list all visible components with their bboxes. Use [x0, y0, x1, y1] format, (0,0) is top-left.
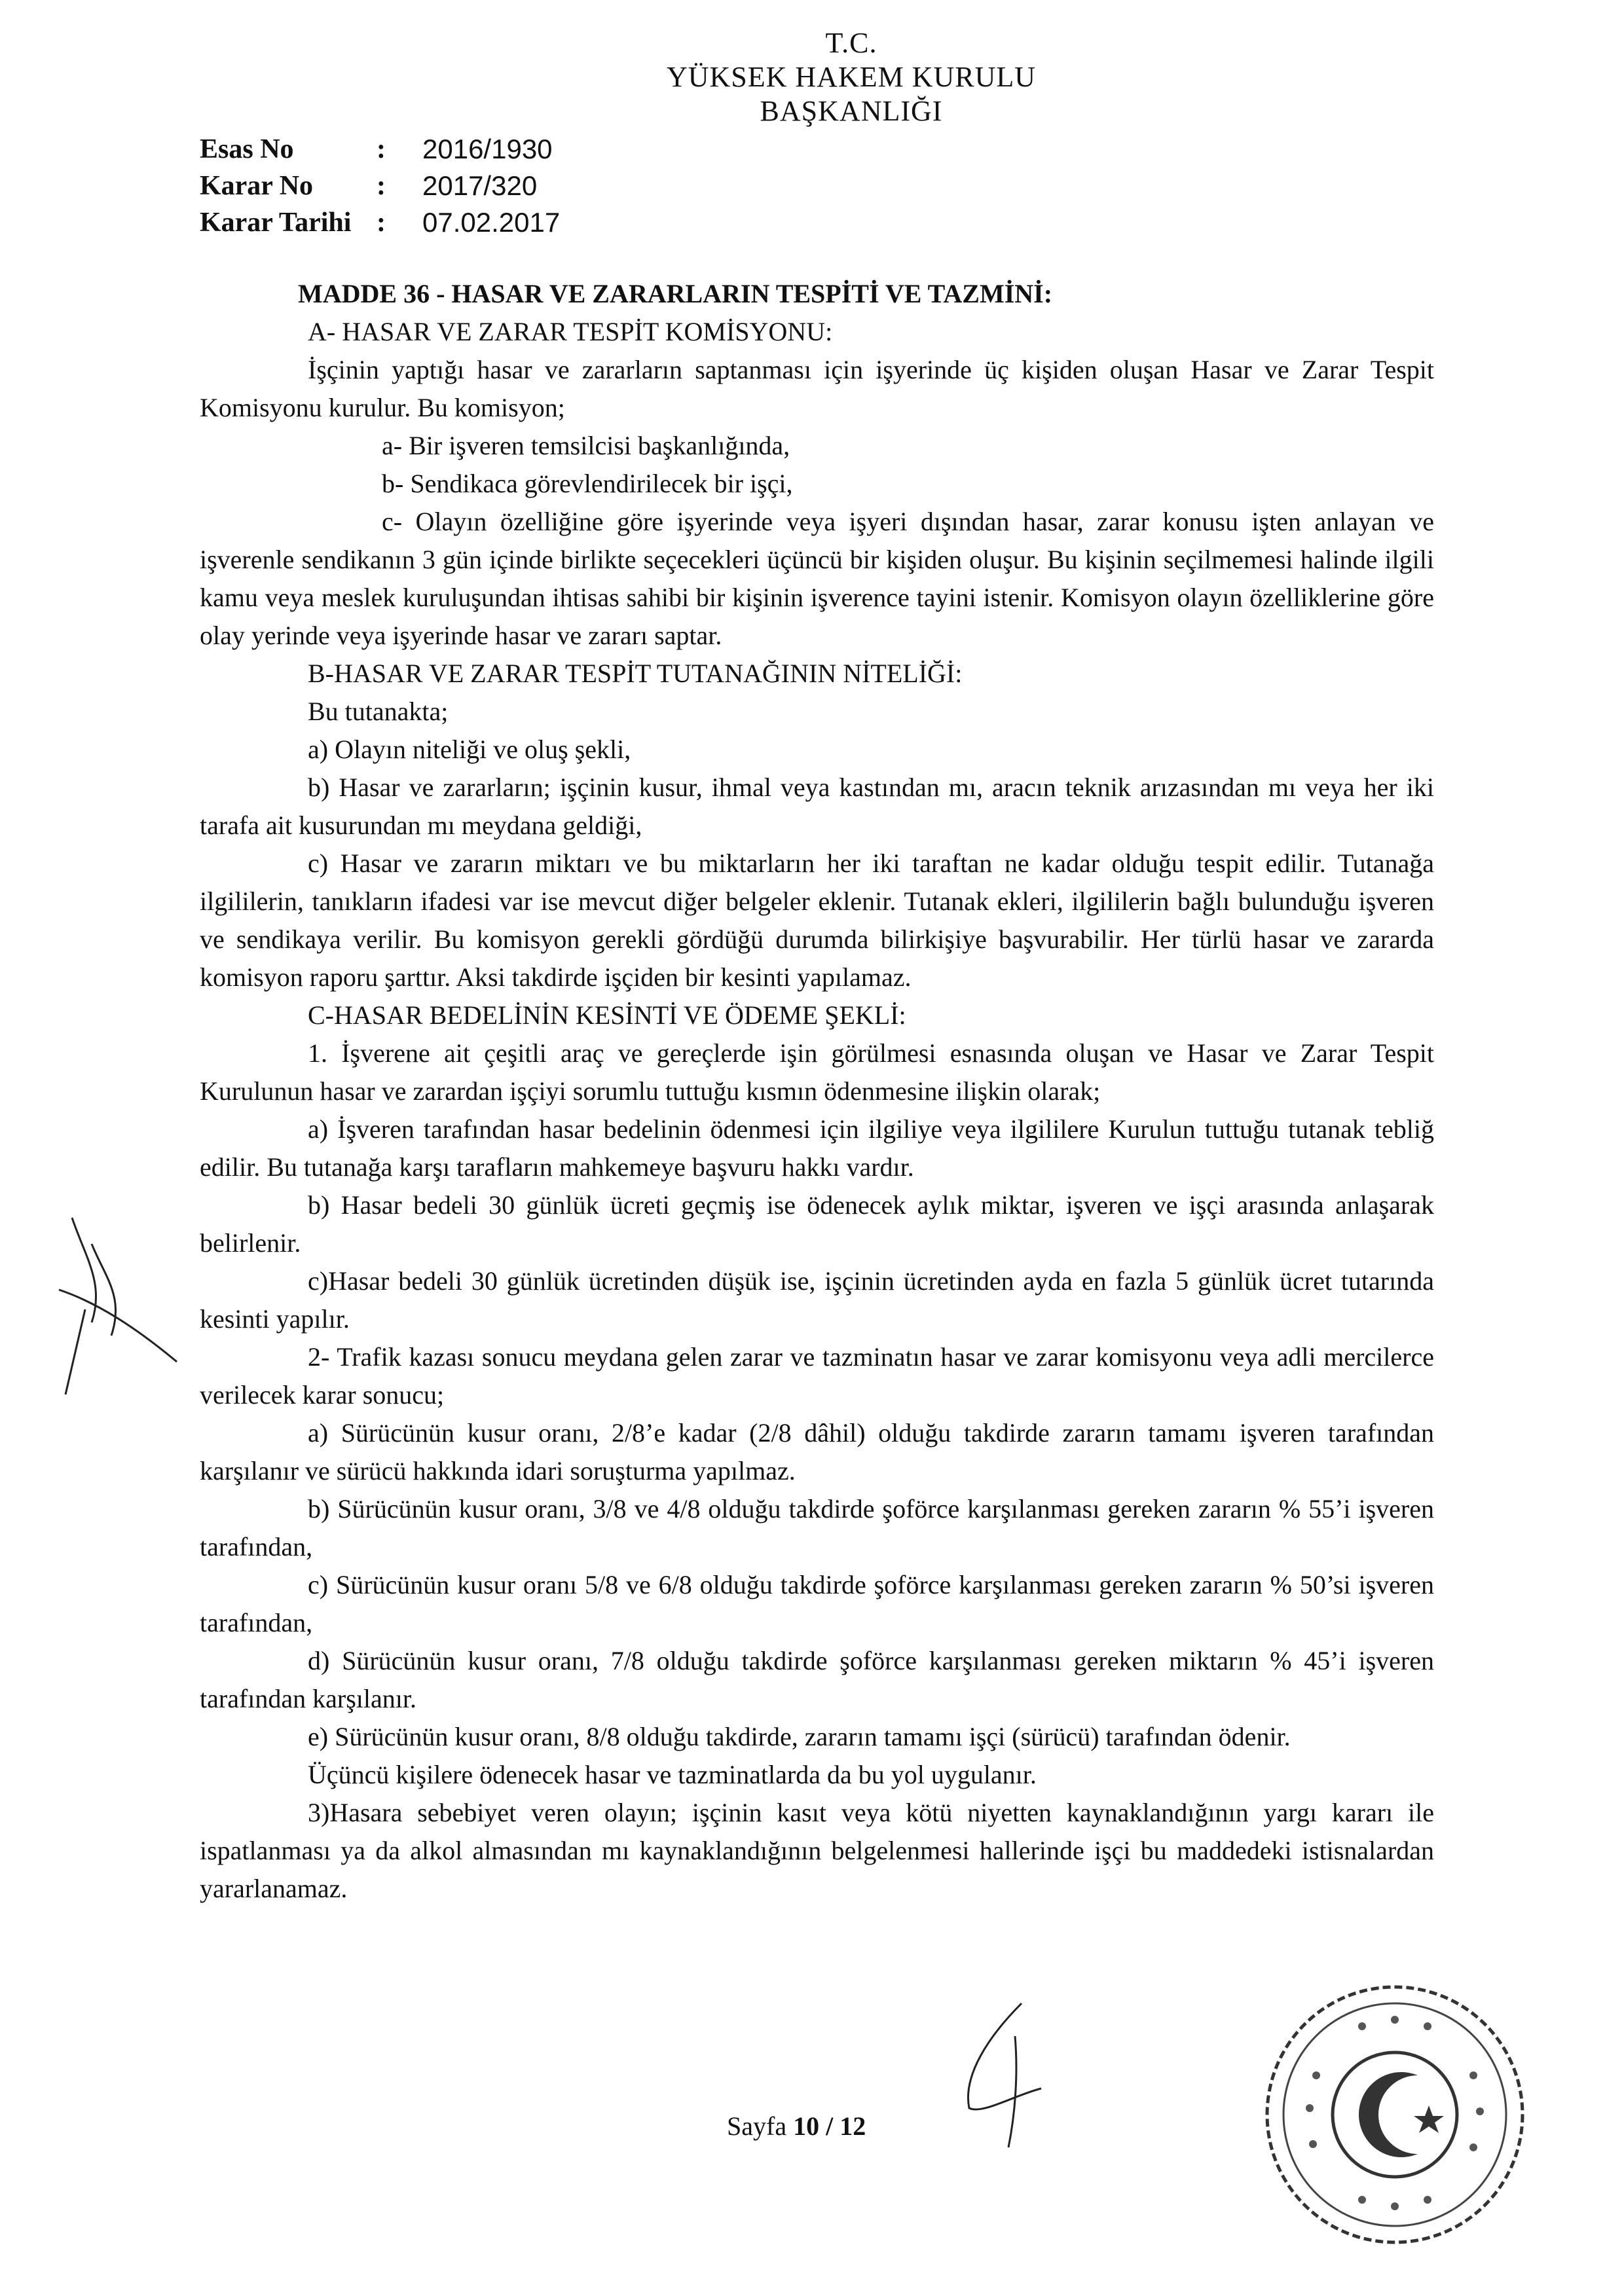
meta-value: 07.02.2017: [422, 207, 561, 238]
section-b-item-b: b) Hasar ve zararların; işçinin kusur, ihmal veya kastından mı, aracın teknik arızasından mı veya her iki tarafa ait kusurundan mı meydana geldiği,: [200, 773, 1434, 840]
meta-row-karar: [200, 168, 560, 204]
section-c-item-2c: c) Sürücünün kusur oranı 5/8 ve 6/8 olduğu takdirde şoförce karşılanması gereken zararın % 50’si işveren tarafından,: [200, 1570, 1434, 1637]
section-a-title: A- HASAR VE ZARAR TESPİT KOMİSYONU:: [308, 317, 833, 346]
official-seal-stamp: [1257, 1977, 1532, 2252]
section-a-item-c: c- Olayın özelliğine göre işyerinde veya işyeri dışından hasar, zarar konusu işten anlayan ve işverenle sendikanın 3 gün içinde birlikte seçecekleri üçüncü bir kişiden oluşur. Bu kişinin seçilmemesi halinde ilgili kamu veya meslek kuruluşundan ihtisas sahibi bir kişinin işverence tayini istenir. Komisyon olayın özelliklerine göre olay yerinde veya işyerinde hasar ve zararı saptar.: [200, 507, 1434, 650]
section-c-item-3: 3)Hasara sebebiyet veren olayın; işçinin kasıt veya kötü niyetten kaynaklandığının yargı kararı ile ispatlanması ya da alkol almasından mı kaynaklandığının belgelenmesi hallerinde işçi bu maddedeki istisnalardan yararlanamaz.: [200, 1798, 1434, 1903]
meta-row-tarih: [200, 204, 560, 241]
meta-value: 2017/320: [422, 170, 538, 201]
section-c-item-2d: d) Sürücünün kusur oranı, 7/8 olduğu takdirde şoförce karşılanması gereken miktarın % 45’i işveren tarafından karşılanır.: [200, 1646, 1434, 1713]
case-metadata: [200, 131, 560, 241]
page-number: [727, 2111, 866, 2141]
section-b-item-c: c) Hasar ve zararın miktarı ve bu miktarların her iki taraftan ne kadar olduğu tespit edilir. Tutanağa ilgililerin, tanıkların ifadesi var ise mevcut diğer belgeler eklenir. Tutanak ekleri, ilgililerin bağlı bulunduğu işveren ve sendikaya verilir. Bu komisyon gerekli gördüğü durumda bilirkişiye başvurabilir. Her türlü hasar ve zararda komisyon raporu şarttır. Aksi takdirde işçiden bir kesinti yapılamaz.: [200, 848, 1434, 992]
section-c-item-1c: c)Hasar bedeli 30 günlük ücretinden düşük ise, işçinin ücretinden ayda en fazla 5 günlük ücret tutarında kesinti yapılır.: [200, 1266, 1434, 1334]
meta-label: Esas No: [200, 134, 294, 164]
meta-colon: :: [377, 208, 386, 238]
header-line-presidency: BAŞKANLIĞI: [760, 95, 943, 127]
document-header: [589, 26, 1113, 128]
article-body: [200, 275, 1434, 1908]
section-c-item-2b: b) Sürücünün kusur oranı, 3/8 ve 4/8 olduğu takdirde şoförce karşılanması gereken zararın % 55’i işveren tarafından,: [200, 1494, 1434, 1561]
section-c-item-1: 1. İşverene ait çeşitli araç ve gereçlerde işin görülmesi esnasında oluşan ve Hasar ve Zarar Tespit Kurulunun hasar ve zarardan işçiyi sorumlu tuttuğu kısmın ödenmesine ilişkin olarak;: [200, 1038, 1434, 1106]
meta-label: Karar Tarihi: [200, 208, 352, 238]
section-c-item-2a: a) Sürücünün kusur oranı, 2/8’e kadar (2/8 dâhil) olduğu takdirde zararın tamamı işveren tarafından karşılanır ve sürücü hakkında idari soruşturma yapılmaz.: [200, 1418, 1434, 1485]
section-c-title: C-HASAR BEDELİNİN KESİNTİ VE ÖDEME ŞEKLİ:: [308, 1000, 906, 1030]
meta-value: 2016/1930: [422, 134, 553, 164]
section-b-item-a: a) Olayın niteliği ve oluş şekli,: [308, 735, 631, 764]
page-number-prefix: Sayfa: [727, 2111, 787, 2141]
section-c-item-2e: e) Sürücünün kusur oranı, 8/8 olduğu takdirde, zararın tamamı işçi (sürücü) tarafından ödenir.: [308, 1722, 1291, 1751]
meta-row-esas: [200, 131, 560, 168]
meta-colon: :: [377, 171, 386, 201]
section-c-item-2: 2- Trafik kazası sonucu meydana gelen zarar ve tazminatın hasar ve zarar komisyonu veya adli mercilerce verilecek karar sonucu;: [200, 1342, 1434, 1410]
margin-signature: [46, 1205, 190, 1401]
section-a-intro: İşçinin yaptığı hasar ve zararların saptanması için işyerinde üç kişiden oluşan Hasar ve Zarar Tespit Komisyonu kurulur. Bu komisyon;: [200, 355, 1434, 422]
section-c-item-1a: a) İşveren tarafından hasar bedelinin ödenmesi için ilgiliye veya ilgililere Kurulun tuttuğu tutanak tebliğ edilir. Bu tutanağa karşı tarafların mahkemeye başvuru hakkı vardır.: [200, 1114, 1434, 1182]
section-a-item-a: a- Bir işveren temsilcisi başkanlığında,: [382, 431, 790, 460]
section-b-title: B-HASAR VE ZARAR TESPİT TUTANAĞININ NİTELİĞİ:: [308, 659, 963, 688]
header-line-institution: YÜKSEK HAKEM KURULU: [666, 61, 1037, 93]
header-line-tc: T.C.: [825, 27, 877, 59]
page-number-value: 10 / 12: [793, 2111, 866, 2141]
meta-label: Karar No: [200, 171, 314, 201]
section-a-item-b: b- Sendikaca görevlendirilecek bir işçi,: [382, 469, 793, 498]
section-c-item-1b: b) Hasar bedeli 30 günlük ücreti geçmiş ise ödenecek aylık miktar, işveren ve işçi arasında anlaşarak belirlenir.: [200, 1190, 1434, 1258]
section-c-third-parties: Üçüncü kişilere ödenecek hasar ve tazminatlarda da bu yol uygulanır.: [308, 1760, 1037, 1789]
meta-colon: :: [377, 134, 386, 164]
paraph-signature: [943, 1997, 1074, 2154]
article-title: MADDE 36 - HASAR VE ZARARLARIN TESPİTİ VE TAZMİNİ:: [298, 279, 1053, 308]
section-b-intro: Bu tutanakta;: [308, 697, 449, 726]
